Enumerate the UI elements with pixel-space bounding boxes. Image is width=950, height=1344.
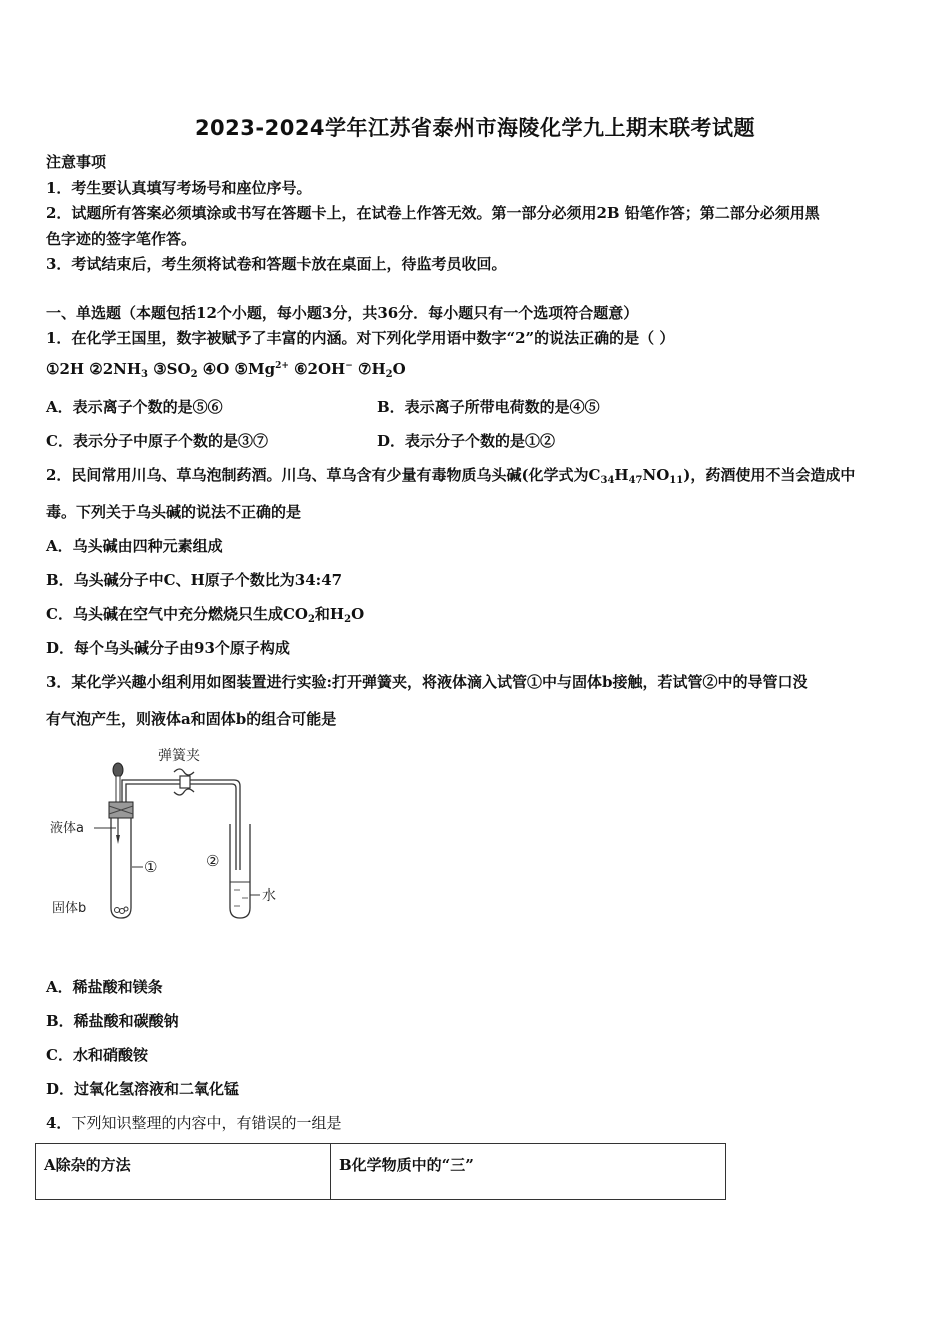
- q2-option-b: B．乌头碱分子中C、H原子个数比为34:47: [46, 571, 343, 589]
- notice-heading: 注意事项: [46, 153, 107, 171]
- water-label: 水: [262, 888, 276, 904]
- q2-option-a: A．乌头碱由四种元素组成: [46, 537, 223, 555]
- q1-formula-list: ①2H $②2NH_3$ $③SO_2$ ④O $⑤Mg^{2+}$ ⑥2OH− $⑦H_2O$: [46, 360, 406, 380]
- q1-option-c: C．表示分子中原子个数的是③⑦: [46, 432, 268, 450]
- liquid-a-label: 液体a: [50, 821, 84, 836]
- q2-option-d: D．每个乌头碱分子由93个原子构成: [46, 639, 290, 657]
- q2-stem: 2．民间常用川乌、草乌泡制药酒。川乌、草乌含有少量有毒物质乌头碱(化学式为$C_{34}H_{47}NO_{11}$)，药酒使用不当会造成中: [46, 466, 856, 486]
- test-tube-1: [111, 818, 131, 918]
- q3-option-b: B．稀盐酸和碳酸钠: [46, 1012, 179, 1030]
- table-row: [36, 1144, 726, 1200]
- q3-stem-cont: 有气泡产生，则液体a和固体b的组合可能是: [46, 710, 337, 728]
- section-heading: 一、单选题（本题包括12个小题，每小题3分，共36分．每小题只有一个选项符合题意）: [46, 304, 639, 322]
- q1-option-b: B．表示离子所带电荷数的是④⑤: [377, 398, 600, 416]
- q3-option-d: D．过氧化氢溶液和二氧化锰: [46, 1080, 240, 1098]
- tube-1-label: ①: [144, 858, 158, 876]
- q1-option-a: A．表示离子个数的是⑤⑥: [46, 398, 223, 416]
- q2-option-c: C．乌头碱在空气中充分燃烧只生成$CO_2$和$H_2O$: [46, 605, 365, 625]
- notice-item: 1．考生要认真填写考场号和座位序号。: [46, 179, 312, 197]
- spring-clamp-icon: [174, 769, 194, 795]
- q4-stem: 4．下列知识整理的内容中，有错误的一组是: [46, 1114, 342, 1132]
- knowledge-table: [35, 1143, 726, 1200]
- notice-item: 色字迹的签字笔作答。: [46, 230, 197, 248]
- q1-stem: 1．在化学王国里，数字被赋予了丰富的内涵。对下列化学用语中数字“2”的说法正确的是（ ）: [46, 329, 675, 347]
- table-cell-a: A除杂的方法: [36, 1144, 331, 1200]
- notice-item: 3．考试结束后，考生须将试卷和答题卡放在桌面上，待监考员收回。: [46, 255, 507, 273]
- clamp-label: 弹簧夹: [158, 748, 200, 764]
- apparatus-diagram: [46, 740, 286, 930]
- delivery-tube: [122, 780, 240, 870]
- q3-stem: 3．某化学兴趣小组利用如图装置进行实验:打开弹簧夹，将液体滴入试管①中与固体b接触，若试管②中的导管口没: [46, 673, 808, 691]
- notice-item: 2．试题所有答案必须填涂或书写在答题卡上，在试卷上作答无效。第一部分必须用2B 铅笔作答；第二部分必须用黑: [46, 204, 820, 222]
- solid-b-label: 固体b: [52, 901, 87, 916]
- table-cell-b: B化学物质中的“三”: [331, 1144, 726, 1200]
- q2-stem-cont: 毒。下列关于乌头碱的说法不正确的是: [46, 503, 302, 521]
- tube-2-label: ②: [206, 852, 220, 870]
- q1-option-d: D．表示分子个数的是①②: [377, 432, 556, 450]
- q3-option-a: A．稀盐酸和镁条: [46, 978, 163, 996]
- q3-option-c: C．水和硝酸铵: [46, 1046, 148, 1064]
- page-title: 2023-2024学年江苏省泰州市海陵化学九上期末联考试题: [194, 116, 756, 140]
